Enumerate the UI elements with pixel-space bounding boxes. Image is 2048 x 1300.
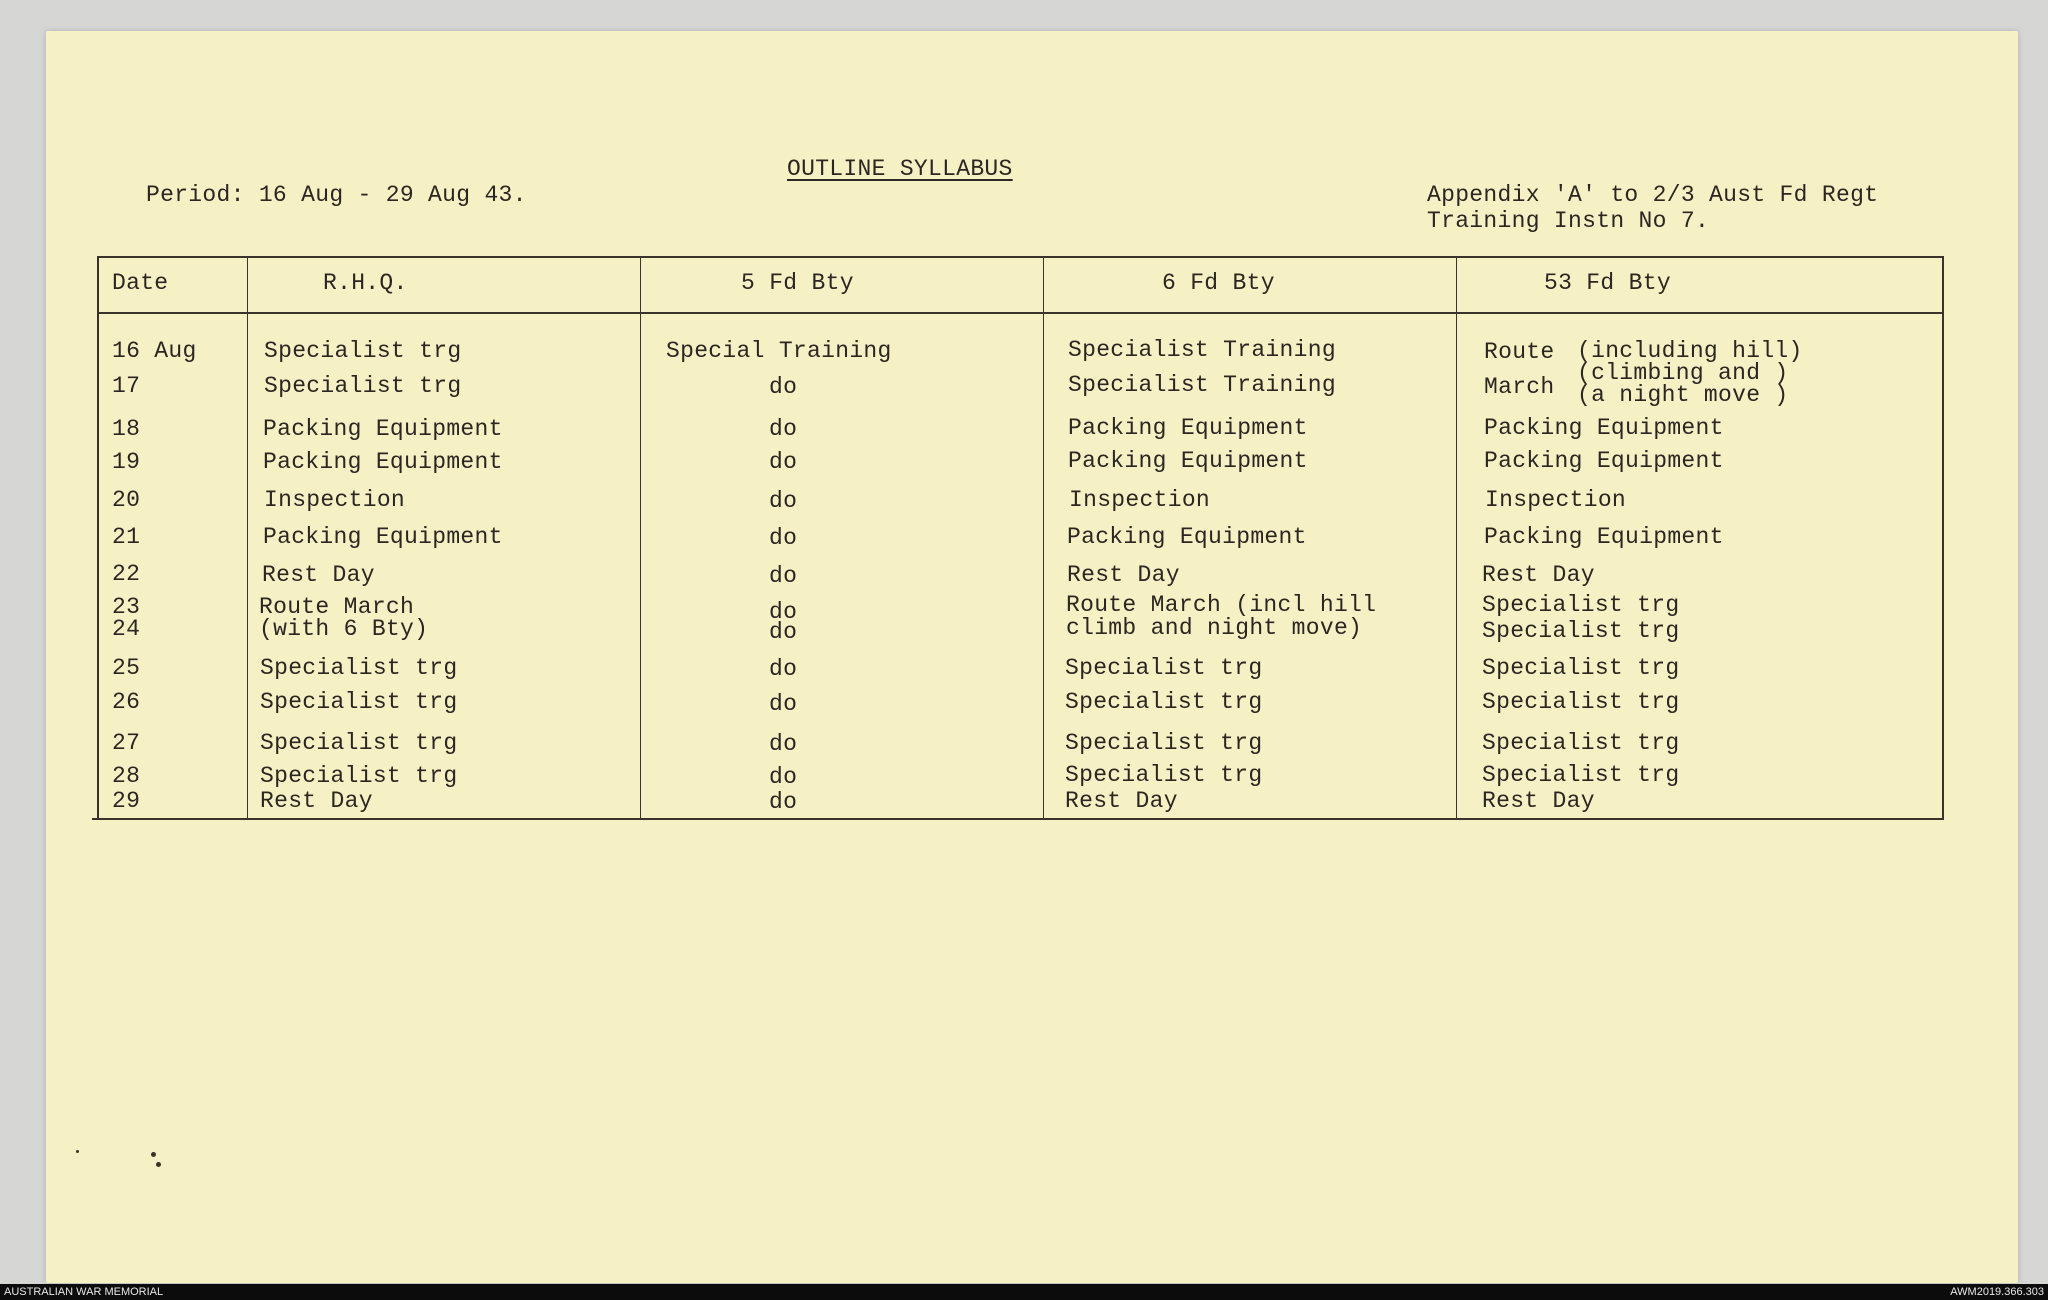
rhq-cell: Packing Equipment [263, 416, 503, 442]
bty5-cell: do [769, 374, 798, 400]
bty6-cell: Specialist trg [1065, 655, 1263, 681]
date-cell: 24 [112, 616, 141, 642]
ink-mark [76, 1150, 79, 1153]
header-5-fd-bty: 5 Fd Bty [741, 270, 854, 296]
bty5-cell: do [769, 525, 798, 551]
bty6-cell: Inspection [1069, 487, 1211, 513]
bty6-cell: Packing Equipment [1068, 448, 1308, 474]
bty6-cell: Specialist trg [1065, 730, 1263, 756]
rhq-cell: Inspection [264, 487, 406, 513]
bty5-cell: do [769, 619, 798, 645]
date-cell: 16 Aug [112, 338, 197, 364]
bty5-cell: do [769, 449, 798, 475]
appendix-line-1: Appendix 'A' to 2/3 Aust Fd Regt [1427, 182, 1879, 208]
archive-credit: AUSTRALIAN WAR MEMORIAL [4, 1286, 164, 1298]
bty53-cell: Specialist trg [1482, 655, 1680, 681]
rhq-cell: Packing Equipment [263, 449, 503, 475]
bracket-note-line: (climbing and ) [1577, 360, 1789, 386]
header-date: Date [112, 270, 169, 296]
column-divider [640, 256, 641, 820]
bty53-cell: Rest Day [1482, 562, 1595, 588]
bty6-cell: Packing Equipment [1067, 524, 1307, 550]
date-cell: 22 [112, 561, 141, 587]
header-6-fd-bty: 6 Fd Bty [1162, 270, 1275, 296]
table-border-top [97, 256, 1944, 258]
date-cell: 19 [112, 449, 141, 475]
date-cell: 25 [112, 655, 141, 681]
bty53-cell: Specialist trg [1482, 762, 1680, 788]
bty5-cell: Special Training [666, 338, 892, 364]
period-text: Period: 16 Aug - 29 Aug 43. [146, 182, 527, 208]
rhq-cell: Route March [259, 594, 415, 620]
column-divider [1043, 256, 1044, 820]
rhq-cell: (with 6 Bty) [259, 616, 429, 642]
rhq-cell: Specialist trg [264, 373, 462, 399]
rhq-cell: Specialist trg [260, 689, 458, 715]
bty53-cell: Rest Day [1482, 788, 1595, 814]
table-border-bottom [92, 818, 1944, 820]
table-border-left [97, 256, 99, 820]
date-cell: 20 [112, 487, 141, 513]
bty6-cell: Packing Equipment [1068, 415, 1308, 441]
bty5-cell: do [769, 599, 798, 625]
table-border-right [1942, 256, 1944, 820]
bracket-note-line: (a night move ) [1577, 382, 1789, 408]
bty53-cell: Inspection [1485, 487, 1627, 513]
document-title: OUTLINE SYLLABUS [787, 156, 1013, 182]
date-cell: 29 [112, 788, 141, 814]
rhq-cell: Specialist trg [264, 338, 462, 364]
header-rhq: R.H.Q. [323, 270, 408, 296]
bty5-cell: do [769, 691, 798, 717]
date-cell: 28 [112, 763, 141, 789]
bty53-cell: Specialist trg [1482, 592, 1680, 618]
archive-footer-strip [0, 1284, 2048, 1300]
bty53-cell: Specialist trg [1482, 730, 1680, 756]
date-cell: 23 [112, 594, 141, 620]
bty53-cell: Packing Equipment [1484, 524, 1724, 550]
bty6-cell: climb and night move) [1066, 615, 1363, 641]
appendix-reference [1427, 182, 1878, 234]
date-cell: 17 [112, 373, 141, 399]
column-divider [247, 256, 248, 820]
bty5-cell: do [769, 416, 798, 442]
bty53-cell: Specialist trg [1482, 689, 1680, 715]
bty5-cell: do [769, 789, 798, 815]
bty53-cell: Packing Equipment [1484, 415, 1724, 441]
bty6-cell: Specialist trg [1065, 689, 1263, 715]
header-53-fd-bty: 53 Fd Bty [1544, 270, 1671, 296]
bty6-cell: Rest Day [1065, 788, 1178, 814]
appendix-line-2: Training Instn No 7. [1427, 208, 1710, 234]
date-cell: 21 [112, 524, 141, 550]
table-header-rule [97, 312, 1944, 314]
bracket-note-line: (including hill) [1577, 338, 1803, 364]
rhq-cell: Specialist trg [260, 655, 458, 681]
bty53-cell: Packing Equipment [1484, 448, 1724, 474]
ink-mark [151, 1152, 156, 1157]
bty5-cell: do [769, 764, 798, 790]
date-cell: 27 [112, 730, 141, 756]
bty5-cell: do [769, 488, 798, 514]
rhq-cell: Packing Equipment [263, 524, 503, 550]
bty6-cell: Specialist Training [1068, 337, 1336, 363]
rhq-cell: Specialist trg [260, 763, 458, 789]
bty6-cell: Route March (incl hill [1066, 592, 1377, 618]
date-cell: 26 [112, 689, 141, 715]
rhq-cell: Specialist trg [260, 730, 458, 756]
date-cell: 18 [112, 416, 141, 442]
bty53-cell: Route [1484, 339, 1555, 365]
rhq-cell: Rest Day [262, 562, 375, 588]
bty5-cell: do [769, 563, 798, 589]
bty6-cell: Specialist Training [1068, 372, 1336, 398]
bty53-cell: Specialist trg [1482, 618, 1680, 644]
bty5-cell: do [769, 731, 798, 757]
archive-reference: AWM2019.366.303 [1950, 1286, 2044, 1298]
bty6-cell: Rest Day [1067, 562, 1180, 588]
syllabus-table [97, 256, 1944, 820]
bty6-cell: Specialist trg [1065, 762, 1263, 788]
column-divider [1456, 256, 1457, 820]
rhq-cell: Rest Day [260, 788, 373, 814]
bty53-cell: March [1484, 374, 1555, 400]
ink-mark [156, 1162, 161, 1167]
bracket-note [1577, 340, 1803, 406]
bty5-cell: do [769, 656, 798, 682]
